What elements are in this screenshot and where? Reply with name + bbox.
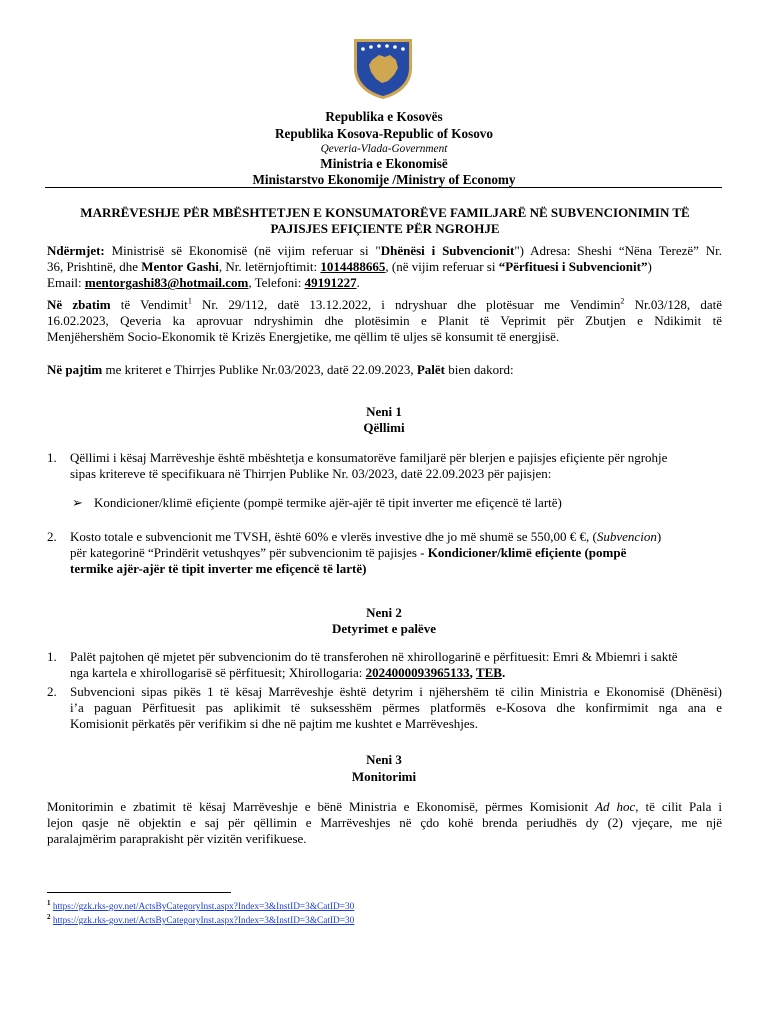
footnote-divider	[47, 892, 231, 893]
footnote-2-link[interactable]: https://gzk.rks-gov.net/ActsByCategoryInst.aspx?Index=3&InstID=3&CatID=30	[52, 916, 355, 926]
kosovo-coat-of-arms-icon	[352, 38, 414, 100]
article-3-subheading: Monitorimi	[351, 769, 417, 784]
agreement-title-line2: PAJISJES EFIÇIENTE PËR NGROHJE	[270, 221, 500, 236]
header-republic-multilingual: Republika Kosova-Republic of Kosovo	[275, 126, 493, 141]
beneficiary-first-name: Mentor	[141, 259, 184, 275]
header-divider	[45, 187, 722, 188]
footnote-ref-2[interactable]: 2	[620, 296, 625, 306]
bank-name: TEB	[475, 665, 502, 681]
agreement-title-line1: MARRËVESHJE PËR MBËSHTETJEN E KONSUMATORËVE FAMILJARË NË SUBVENCIONIMIN TË	[80, 205, 690, 220]
article-1-heading: Neni 1	[366, 404, 402, 419]
article-3-heading: Neni 3	[366, 752, 402, 767]
arrow-bullet-icon: ➢	[72, 495, 83, 510]
parties-paragraph: Ndërmjet: Ministrisë së Ekonomisë (në vijim referuar si "Dhënësi i Subvencionit") Adresa: Sheshi “Nëna Terezë” Nr. 36, Prishtinë, dhe Mentor Gashi, Nr. letërnjoftimit: 1014488665, (në vijim referuar si “Përfituesi i Subvencionit”) Email: mentorgashi83@hotmail.com, Telefoni: 49191227.	[47, 243, 722, 291]
article-2-subheading: Detyrimet e palëve	[332, 621, 436, 636]
bank-account-number: 2024000093965133	[365, 665, 470, 681]
footnote-1: $^1$ https://gzk.rks-gov.net/ActsByCategoryInst.aspx?Index=3&InstID=3&CatID=30	[47, 898, 355, 912]
footnote-ref-1[interactable]: 1	[187, 296, 192, 306]
header-government: Qeveria-Vlada-Government	[320, 143, 448, 155]
beneficiary-last-name: Gashi	[186, 259, 219, 275]
implementation-paragraph: Në zbatim të Vendimit$^1$ Nr. 29/112, datë 13.12.2022, i ndryshuar dhe plotësuar me Vendimin$^2$ Nr.03/128, datë 16.02.2023, Qeveria ka aprovuar ndryshimin dhe plotësimin e Planit të Veprimit për Zbutjen e Ndikimit të Menjëhershëm Socio-Ekonomik të Krizës Energjetike, me qëllim të uljes së konsumit të energjisë.	[47, 296, 723, 345]
article-1-subheading: Qëllimi	[363, 420, 405, 435]
phone-value: 49191227	[304, 275, 357, 291]
email-value: mentorgashi83@hotmail.com	[84, 275, 249, 291]
agreement-paragraph: Në pajtim me kriteret e Thirrjes Publike Nr.03/2023, datë 22.09.2023, Palët bien dakord:	[47, 362, 514, 377]
footnote-1-link[interactable]: https://gzk.rks-gov.net/ActsByCategoryInst.aspx?Index=3&InstID=3&CatID=30	[52, 902, 355, 912]
article-2-heading: Neni 2	[366, 605, 402, 620]
footnote-2: $^2$ https://gzk.rks-gov.net/ActsByCategoryInst.aspx?Index=3&InstID=3&CatID=30	[47, 912, 355, 926]
header-ministry-multilingual: Ministarstvo Ekonomije /Ministry of Economy	[252, 172, 516, 187]
monitoring-paragraph: Monitorimin e zbatimit të kësaj Marrëveshje e bënë Ministria e Ekonomisë, përmes Komisionit Ad hoc, të cilit Pala i lejon qasje në objektin e saj për qëllimin e Marrëveshjes në çdo kohë brenda periudhës dy (2) vjeçare, me një paralajmërim paraprakisht për vizitën verifikuese.	[47, 799, 722, 847]
header-ministry: Ministria e Ekonomisë	[320, 156, 448, 171]
header-republic: Republika e Kosovës	[325, 109, 443, 124]
agreement-title	[45, 205, 725, 237]
id-number: 1014488665	[320, 259, 386, 275]
article-1-bullet: ➢ Kondicioner/klimë efiçiente (pompë termike ajër-ajër të tipit inverter me efiçencë të lartë)	[72, 495, 562, 510]
document-page: Republika e Kosovës Republika Kosova-Republic of Kosovo Qeveria-Vlada-Government Ministria e Ekonomisë Ministarstvo Ekonomije /Ministry of Economy MARRËVESHJE PËR MBËSHTETJEN E KONSUMATORËVE FAMILJARË NË SUBVENCIONIMIN TË PAJISJES EFIÇIENTE PËR NGROHJE Ndërmjet: Ministrisë së Ekonomisë (në vijim referuar si "Dhënësi i Subvencionit") Adresa: Sheshi “Nëna Terezë” Nr. 36, Prishtinë, dhe Mentor Gashi, Nr. letërnjoftimit: 1014488665, (në vijim referuar si “Përfituesi i Subvencionit”) Email: mentorgashi83@hotmail.com, Telefoni: 49191227. Në zbatim të Vendimit$^1$ Nr. 29/112, datë 13.12.2022, i ndryshuar dhe plotësuar me Vendimin$^2$ Nr.03/128, datë 16.02.2023, Qeveria ka aprovuar ndryshimin dhe plotësimin e Planit të Veprimit për Zbutjen e Ndikimit të Menjëhershëm Socio-Ekonomik të Krizës Energjetike, me qëllim të uljes së konsumit të energjisë. Në pajtim me kriteret e Thirrjes Publike Nr.03/2023, datë 22.09.2023, Palët bien dakord: Neni 1 Qëllimi 1. Qëllimi i kësaj Marrëveshje është mbështetja e konsumatorëve familjarë për blerjen e pajisjes efiçiente për ngrohje sipas kritereve të specifikuara në Thirrjen Publike Nr. 03/2023, datë 22.09.2023 për pajisjen: ➢ Kondicioner/klimë efiçiente (pompë termike ajër-ajër të tipit inverter me efiçencë të lartë) 2. Kosto totale e subvencionit me TVSH, është 60% e vlerës investive dhe jo më shumë se 550,00 € €, (Subvencion) për kategorinë “Prindërit vetushqyes” për subvencionim të pajisjes - Kondicioner/klimë efiçiente (pompë termike ajër-ajër të tipit inverter me efiçencë të lartë) Neni 2 Detyrimet e palëve 1. Palët pajtohen që mjetet për subvencionim do të transferohen në xhirollogarinë e përfituesit: Emri & Mbiemri i saktë nga kartela e xhirollogarisë së përfituesit; Xhirollogaria: 2024000093965133, TEB. 2. Subvencioni sipas pikës 1 të kësaj Marrëveshje është detyrim i njëhershëm të cilin Ministria e Ekonomisë (Dhënësi) i’a paguan Përfituesit pas aplikimit të suksesshëm përmes platformës e-Kosova dhe konfirmimit nga ana e Komisionit përkatës për verifikim si dhe në pajtim me kushtet e Marrëveshjes. Neni 3 Monitorimi Monitorimin e zbatimit të kësaj Marrëveshje e bënë Ministria e Ekonomisë, përmes Komisionit Ad hoc, të cilit Pala i lejon qasje në objektin e saj për qëllimin e Marrëveshjes në çdo kohë brenda periudhës dy (2) vjeçare, me një paralajmërim paraprakisht për vizitën verifikuese. $^1$ https://gzk.rks-gov.net/ActsByCategoryInst.aspx?Index=3&InstID=3&CatID=30 $^2$ https://gzk.rks-gov.net/ActsByCategoryInst.aspx?Index=3&InstID=3&CatID=30	[0, 0, 768, 1024]
